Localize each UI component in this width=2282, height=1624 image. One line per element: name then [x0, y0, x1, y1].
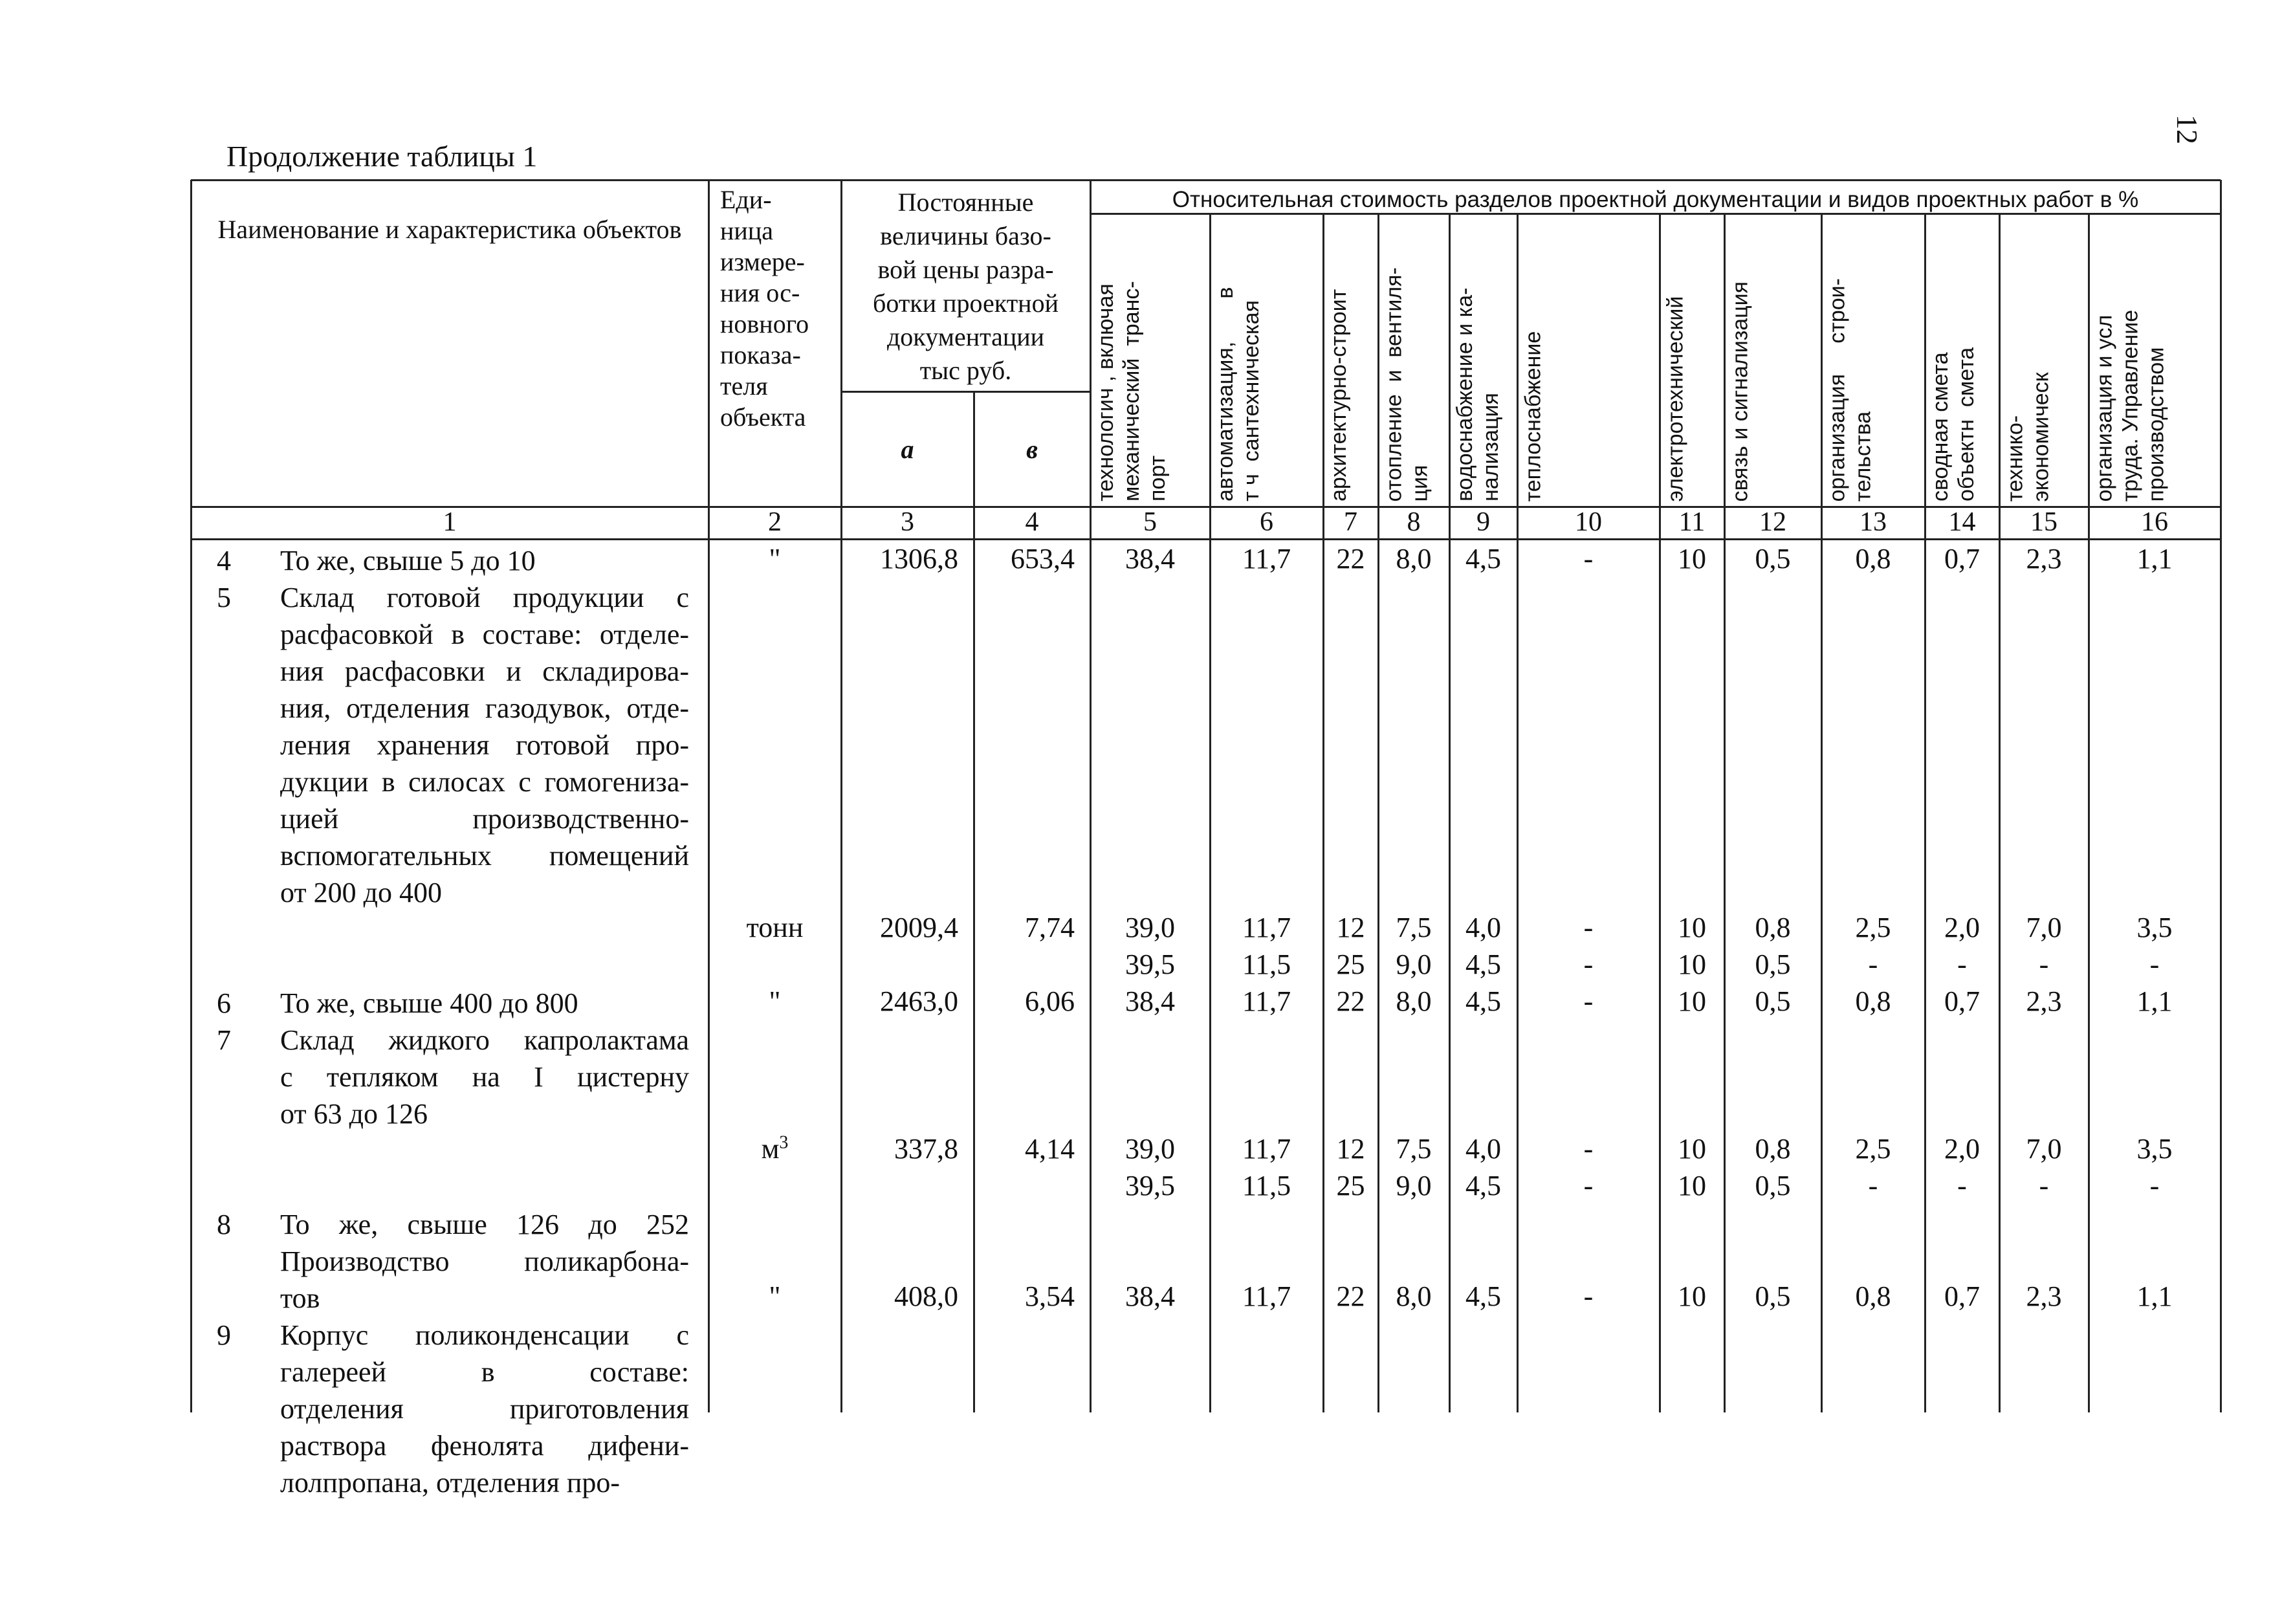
- row-description-line: ния расфасовки и складирова-: [280, 655, 689, 687]
- value-a: 408,0: [894, 1280, 958, 1312]
- row-description-line: Производство поликарбона-: [280, 1245, 689, 1277]
- rotated-header-line: экономическ: [2028, 371, 2053, 501]
- value-v9: 4,5: [1465, 543, 1501, 575]
- value-v10: -: [1583, 1280, 1594, 1312]
- page-number: 12: [2171, 115, 2204, 144]
- value-v16: 1,1: [2136, 985, 2173, 1017]
- rotated-header-line: ция: [1407, 465, 1432, 501]
- value-v16: 3,5: [2136, 1133, 2173, 1165]
- col-a-header: а: [901, 435, 914, 464]
- table-left-rule: [190, 180, 192, 1412]
- row-description-line: дукции в силосах с гомогениза-: [280, 766, 689, 798]
- rotated-header-line: объектн смета: [1954, 347, 1979, 501]
- value-v9: 4,0: [1465, 912, 1501, 943]
- row-description-line: отделения приготовления: [280, 1393, 689, 1425]
- value-v9: 4,5: [1465, 1170, 1501, 1202]
- rotated-header-line: технико-: [2002, 415, 2027, 501]
- rotated-header: [1452, 219, 1515, 501]
- value-v7: 25: [1336, 949, 1365, 980]
- value-v11: 10: [1678, 543, 1706, 575]
- rotated-header: [1927, 219, 1997, 501]
- value-v8: 8,0: [1396, 1280, 1432, 1312]
- value-b: 3,54: [1025, 1280, 1075, 1312]
- table-rule: [1517, 214, 1519, 1412]
- value-v15: 7,0: [2026, 912, 2062, 943]
- value-v13: 0,8: [1855, 543, 1891, 575]
- value-v15: 7,0: [2026, 1133, 2062, 1165]
- unit-header-line: теля: [720, 371, 768, 401]
- unit-header-line: показа-: [720, 340, 801, 369]
- value-v12: 0,8: [1755, 912, 1791, 943]
- row-number: 4: [217, 545, 231, 576]
- value-v6: 11,7: [1242, 985, 1291, 1017]
- value-v7: 22: [1336, 1280, 1365, 1312]
- rotated-header-line: производством: [2144, 346, 2168, 501]
- value-v7: 25: [1336, 1170, 1365, 1202]
- column-number: 14: [1948, 507, 1976, 537]
- table-rule: [708, 180, 710, 1412]
- unit-text: ": [769, 543, 781, 575]
- value-v7: 12: [1336, 912, 1365, 943]
- value-v8: 9,0: [1396, 1170, 1432, 1202]
- value-v5: 38,4: [1125, 985, 1175, 1017]
- unit-header-line: ница: [720, 216, 773, 245]
- value-v8: 7,5: [1396, 1133, 1432, 1165]
- value-v14: -: [1957, 1170, 1967, 1202]
- row-description-line: ления хранения готовой про-: [280, 729, 689, 761]
- value-v13: 0,8: [1855, 1280, 1891, 1312]
- value-v7: 22: [1336, 543, 1365, 575]
- value-v13: -: [1868, 949, 1878, 980]
- rotated-header: [1662, 219, 1722, 501]
- value-v13: 0,8: [1855, 985, 1891, 1017]
- table-rule: [1322, 214, 1324, 1412]
- const-header-line: вой цены разра-: [877, 255, 1054, 284]
- value-a: 1306,8: [880, 543, 958, 575]
- table-right-rule: [2220, 180, 2222, 1412]
- value-v12: 0,5: [1755, 1170, 1791, 1202]
- value-a: 2009,4: [880, 912, 958, 943]
- const-header-line: величины базо-: [880, 221, 1051, 250]
- header-name: Наименование и характеристика объектов: [217, 215, 682, 244]
- value-v14: 2,0: [1944, 912, 1980, 943]
- rotated-header-line: электротехнический: [1663, 296, 1687, 501]
- value-v8: 8,0: [1396, 985, 1432, 1017]
- value-b: 6,06: [1025, 985, 1075, 1017]
- value-v11: 10: [1678, 1133, 1706, 1165]
- value-v10: -: [1583, 912, 1594, 943]
- value-a: 2463,0: [880, 985, 958, 1017]
- value-v6: 11,7: [1242, 543, 1291, 575]
- value-v5: 39,5: [1125, 949, 1175, 980]
- rotated-header-line: водоснабжение и ка-: [1453, 287, 1477, 501]
- column-number: 2: [768, 507, 782, 537]
- table-rule: [1999, 214, 2001, 1412]
- rotated-header-line: архитектурно-строит: [1326, 289, 1351, 501]
- value-v14: 0,7: [1944, 1280, 1980, 1312]
- row-description-line: То же, свыше 400 до 800: [280, 987, 578, 1019]
- rotated-header-line: порт: [1145, 455, 1170, 501]
- unit-header-line: Еди-: [720, 185, 772, 214]
- row-description-line: То же, свыше 5 до 10: [280, 545, 536, 576]
- rotated-header: [1727, 219, 1819, 501]
- rotated-header-line: сводная смета: [1928, 352, 1953, 501]
- unit-header-line: ния ос-: [720, 278, 800, 307]
- value-v10: -: [1583, 949, 1594, 980]
- value-v7: 12: [1336, 1133, 1365, 1165]
- table-rule: [1377, 214, 1379, 1412]
- unit-cell: [708, 1280, 841, 1313]
- rotated-header: [1824, 219, 1922, 501]
- table-rule: [1724, 214, 1726, 1412]
- table-rule: [1449, 214, 1451, 1412]
- rotated-header: [1381, 219, 1447, 501]
- rotated-header: [2091, 219, 2218, 501]
- rotated-header-line: связь и сигнализация: [1728, 281, 1752, 501]
- value-v8: 8,0: [1396, 543, 1432, 575]
- row-description-line: цией производственно-: [280, 803, 689, 835]
- table-rule: [2088, 214, 2090, 1412]
- column-number: 8: [1407, 507, 1421, 537]
- data-table: [191, 180, 2221, 1498]
- row-description-line: Склад жидкого капролактама: [280, 1024, 689, 1056]
- column-number: 7: [1344, 507, 1357, 537]
- value-v16: -: [2149, 949, 2160, 980]
- value-v14: 0,7: [1944, 985, 1980, 1017]
- value-v11: 10: [1678, 912, 1706, 943]
- row-description-line: раствора фенолята дифени-: [280, 1430, 689, 1462]
- column-number: 15: [2030, 507, 2057, 537]
- rotated-header: [2002, 219, 2086, 501]
- value-v6: 11,5: [1242, 1170, 1291, 1202]
- row-number: 8: [217, 1209, 231, 1240]
- value-v9: 4,5: [1465, 949, 1501, 980]
- const-header-line: документации: [886, 322, 1045, 351]
- row-description-line: Склад готовой продукции с: [280, 582, 689, 613]
- unit-cell: [708, 911, 841, 944]
- value-v13: 2,5: [1855, 912, 1891, 943]
- relative-cost-header: Относительная стоимость разделов проектной документации и видов проектных работ в %: [1172, 187, 2139, 212]
- rotated-header-line: организация строи-: [1825, 278, 1849, 501]
- table-rule: [1821, 214, 1823, 1412]
- value-v16: 1,1: [2136, 543, 2173, 575]
- value-v13: -: [1868, 1170, 1878, 1202]
- row-number: 9: [217, 1319, 231, 1351]
- rotated-header: [1326, 219, 1376, 501]
- row-number: 5: [217, 582, 231, 613]
- value-v10: -: [1583, 1170, 1594, 1202]
- table-caption: Продолжение таблицы 1: [226, 140, 538, 173]
- unit-text: м: [761, 1133, 780, 1165]
- value-v5: 39,0: [1125, 1133, 1175, 1165]
- table-rule: [1209, 214, 1211, 1412]
- value-v16: 3,5: [2136, 912, 2173, 943]
- const-header-line: Постоянные: [897, 188, 1034, 217]
- value-v10: -: [1583, 985, 1594, 1017]
- row-description-line: Корпус поликонденсации с: [280, 1319, 689, 1351]
- column-number: 4: [1025, 507, 1039, 537]
- table-top-rule: [191, 179, 2221, 181]
- rotated-header: [1212, 219, 1321, 501]
- table-rule: [1659, 214, 1661, 1412]
- rotated-header-line: нализация: [1478, 393, 1503, 501]
- value-v9: 4,5: [1465, 985, 1501, 1017]
- value-v8: 9,0: [1396, 949, 1432, 980]
- subheader-rule: [841, 391, 1090, 393]
- value-v12: 0,5: [1755, 985, 1791, 1017]
- value-v11: 10: [1678, 949, 1706, 980]
- rotated-header-line: труда. Управление: [2118, 309, 2142, 501]
- column-number: 10: [1575, 507, 1602, 537]
- value-v5: 38,4: [1125, 1280, 1175, 1312]
- rotated-header-line: отопление и вентиля-: [1381, 267, 1406, 501]
- value-v6: 11,7: [1242, 1133, 1291, 1165]
- const-header-line: ботки проектной: [873, 289, 1059, 318]
- row-description-line: тов: [280, 1282, 320, 1314]
- unit-cell: [708, 1132, 841, 1165]
- value-v15: 2,3: [2026, 985, 2062, 1017]
- value-v6: 11,5: [1242, 949, 1291, 980]
- unit-header-line: объекта: [720, 402, 806, 432]
- rotated-header-line: т ч сантехническая: [1239, 300, 1264, 501]
- unit-superscript: 3: [779, 1132, 789, 1153]
- value-b: 7,74: [1025, 912, 1075, 943]
- value-v14: 0,7: [1944, 543, 1980, 575]
- value-v14: 2,0: [1944, 1133, 1980, 1165]
- value-v15: 2,3: [2026, 543, 2062, 575]
- value-v6: 11,7: [1242, 912, 1291, 943]
- value-v5: 38,4: [1125, 543, 1175, 575]
- value-v12: 0,5: [1755, 1280, 1791, 1312]
- unit-cell: [708, 542, 841, 575]
- value-v15: 2,3: [2026, 1280, 2062, 1312]
- unit-cell: [708, 985, 841, 1018]
- rotated-header-line: механический транс-: [1119, 281, 1144, 501]
- row-description-line: ния, отделения газодувок, отде-: [280, 692, 689, 724]
- value-v5: 39,0: [1125, 912, 1175, 943]
- value-v9: 4,5: [1465, 1280, 1501, 1312]
- value-v12: 0,8: [1755, 1133, 1791, 1165]
- rotated-header-line: организация и усл: [2092, 314, 2116, 501]
- row-description-line: То же, свыше 126 до 252: [280, 1209, 689, 1240]
- value-b: 653,4: [1011, 543, 1075, 575]
- value-v9: 4,0: [1465, 1133, 1501, 1165]
- value-b: 4,14: [1025, 1133, 1075, 1165]
- unit-header-line: новного: [720, 309, 809, 338]
- row-number: 6: [217, 987, 231, 1019]
- unit-text: ": [769, 985, 781, 1017]
- col-b-header: в: [1026, 435, 1038, 464]
- value-v6: 11,7: [1242, 1280, 1291, 1312]
- value-v15: -: [2039, 1170, 2049, 1202]
- value-v5: 39,5: [1125, 1170, 1175, 1202]
- column-number: 5: [1143, 507, 1157, 537]
- value-v11: 10: [1678, 1280, 1706, 1312]
- value-v12: 0,5: [1755, 543, 1791, 575]
- column-number: 1: [443, 507, 457, 537]
- numbering-bottom-rule: [191, 538, 2221, 540]
- value-v11: 10: [1678, 985, 1706, 1017]
- rotated-header: [1093, 219, 1207, 501]
- value-v13: 2,5: [1855, 1133, 1891, 1165]
- rotated-header-line: автоматизация, в: [1213, 287, 1238, 501]
- value-v8: 7,5: [1396, 912, 1432, 943]
- row-description-line: от 63 до 126: [280, 1098, 428, 1130]
- value-v7: 22: [1336, 985, 1365, 1017]
- unit-text: ": [769, 1280, 781, 1312]
- const-header-line: тыс руб.: [919, 356, 1012, 385]
- rotated-header-line: тельства: [1850, 411, 1875, 501]
- column-number: 12: [1759, 507, 1786, 537]
- row-description-line: галереей в составе:: [280, 1356, 689, 1388]
- row-description-line: с тепляком на I цистерну: [280, 1061, 689, 1093]
- rotated-header-line: теплоснабжение: [1520, 331, 1545, 501]
- value-v10: -: [1583, 543, 1594, 575]
- rotated-header-line: технологич , включая: [1093, 283, 1118, 501]
- value-v14: -: [1957, 949, 1967, 980]
- row-description-line: расфасовкой в составе: отделе-: [280, 619, 689, 650]
- value-v10: -: [1583, 1133, 1594, 1165]
- row-description-line: лолпропана, отделения про-: [280, 1467, 620, 1498]
- row-description-line: вспомогательных помещений: [280, 840, 689, 872]
- column-number: 11: [1678, 507, 1706, 537]
- unit-text: тонн: [746, 912, 804, 943]
- value-v16: 1,1: [2136, 1280, 2173, 1312]
- row-description-line: от 200 до 400: [280, 877, 443, 908]
- value-v15: -: [2039, 949, 2049, 980]
- row-number: 7: [217, 1024, 231, 1056]
- table-rule: [1924, 214, 1926, 1412]
- column-number: 6: [1260, 507, 1273, 537]
- column-number: 13: [1860, 507, 1887, 537]
- value-v11: 10: [1678, 1170, 1706, 1202]
- value-v12: 0,5: [1755, 949, 1791, 980]
- rotated-header: [1520, 219, 1657, 501]
- unit-header-line: измере-: [720, 247, 805, 276]
- column-number: 3: [901, 507, 914, 537]
- value-v16: -: [2149, 1170, 2160, 1202]
- value-a: 337,8: [894, 1133, 958, 1165]
- column-number: 16: [2141, 507, 2168, 537]
- column-number: 9: [1476, 507, 1490, 537]
